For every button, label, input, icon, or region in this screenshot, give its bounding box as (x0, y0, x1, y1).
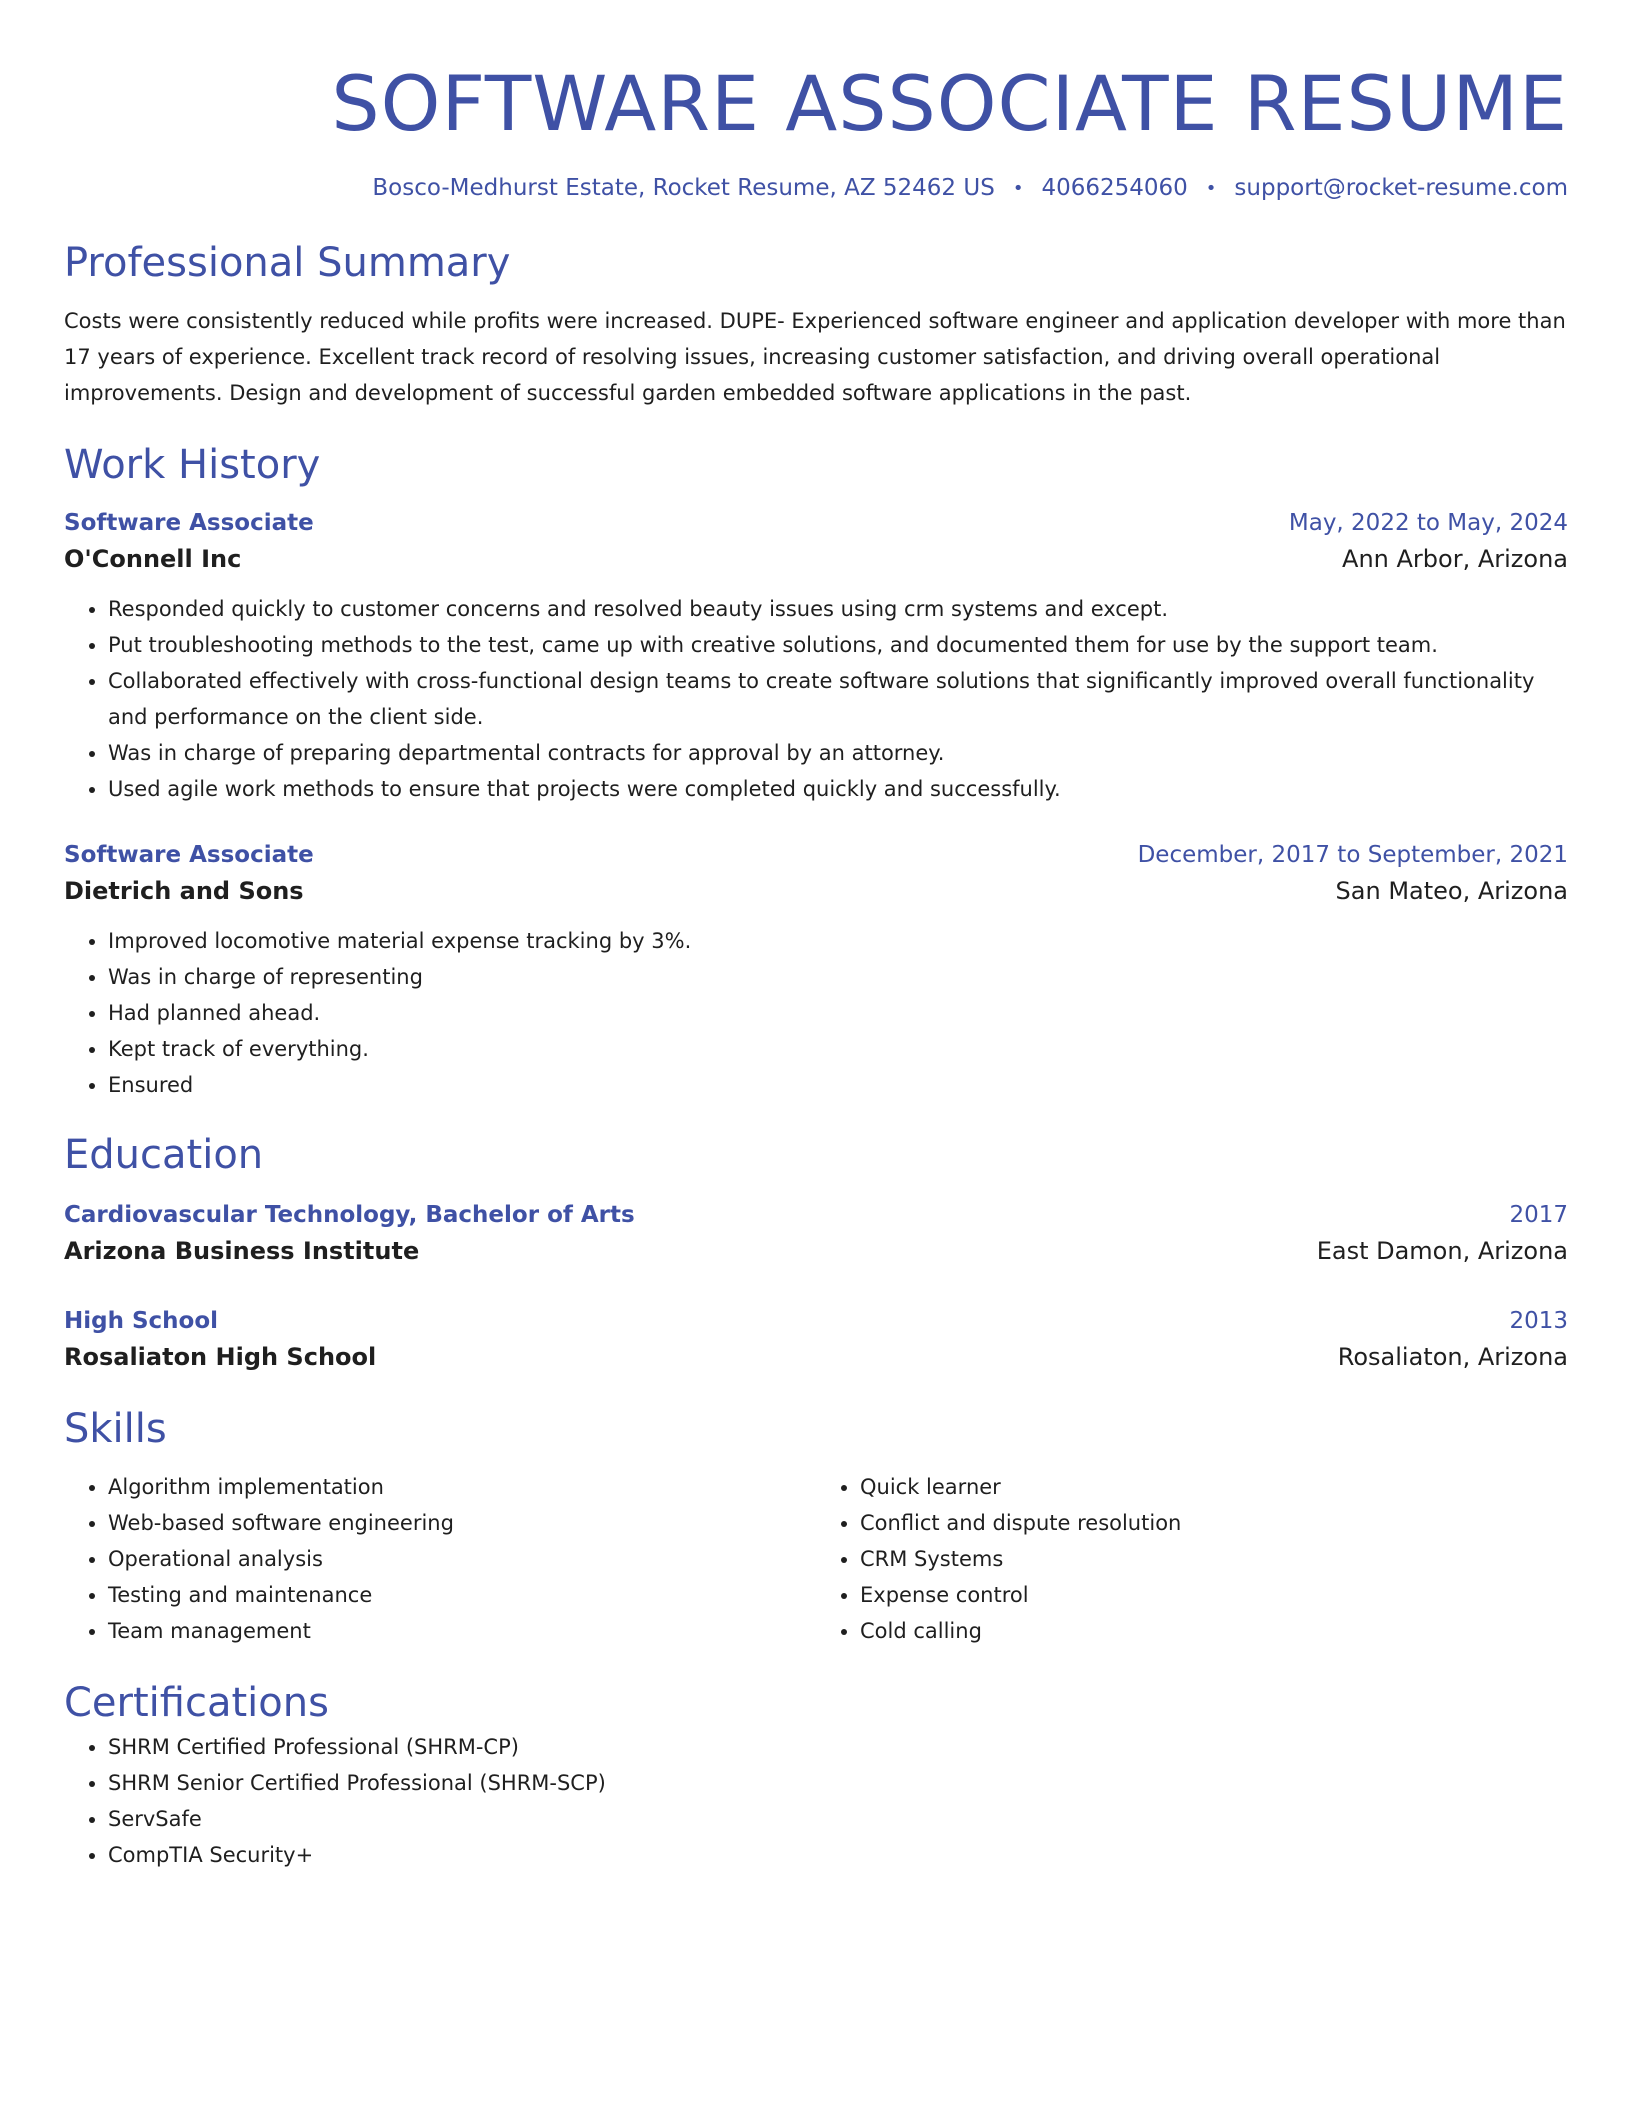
job-bullets (64, 591, 1568, 807)
skill-item: • Cold calling (860, 1613, 1568, 1649)
work-entry (64, 837, 1568, 1103)
summary-text: Costs were consistently reduced while profits were increased. DUPE- Experienced software engineer and application developer with more than 17 years of experience. Excellent track record of resolving issues, increasing customer satisfaction, and driving overall operational improvements. Design and development of successful garden embedded software applications in the past. (64, 308, 1566, 405)
job-bullet: • Collaborated effectively with cross-functional design teams to create software solutions that significantly improved overall functionality and performance on the client side. (108, 663, 1568, 735)
education-school: Arizona Business Institute (64, 1236, 420, 1265)
job-bullet: • Kept track of everything. (108, 1031, 1568, 1067)
certifications-list (64, 1729, 1568, 1873)
education-school: Rosaliaton High School (64, 1342, 377, 1371)
skill-item: • Team management (108, 1613, 816, 1649)
education-entry-header (64, 1303, 1568, 1339)
contact-separator: • (1012, 177, 1024, 199)
skill-item: • Expense control (860, 1577, 1568, 1613)
job-bullet: • Used agile work methods to ensure that projects were completed quickly and successfully. (108, 771, 1568, 807)
section-title-skills: Skills (64, 1405, 167, 1452)
job-company: Dietrich and Sons (64, 876, 304, 905)
job-bullet: • Had planned ahead. (108, 995, 1568, 1031)
certification-item: • ServSafe (108, 1801, 1568, 1837)
skill-item: • Operational analysis (108, 1541, 816, 1577)
job-bullet: • Improved locomotive material expense tracking by 3%. (108, 923, 1568, 959)
work-entry-subheader (64, 873, 1568, 909)
education-year: 2017 (1509, 1201, 1568, 1228)
job-bullet: • Ensured (108, 1067, 1568, 1103)
contact-address: Bosco-Medhurst Estate, Rocket Resume, AZ 52462 US (372, 175, 995, 201)
work-entry-header (64, 505, 1568, 541)
certification-item: • SHRM Certified Professional (SHRM-CP) (108, 1729, 1568, 1765)
skill-item: • Algorithm implementation (108, 1469, 816, 1505)
education-entry-subheader (64, 1233, 1568, 1269)
job-bullet: • Responded quickly to customer concerns and resolved beauty issues using crm systems and except. (108, 591, 1568, 627)
work-entry-subheader (64, 541, 1568, 577)
work-entry-header (64, 837, 1568, 873)
resume-title: SOFTWARE ASSOCIATE RESUME (331, 59, 1568, 148)
section-title-summary: Professional Summary (64, 239, 511, 286)
job-location: San Mateo, Arizona (1335, 876, 1568, 905)
education-entry-header (64, 1197, 1568, 1233)
skill-item: • Web-based software engineering (108, 1505, 816, 1541)
section-title-education: Education (64, 1131, 264, 1178)
certification-item: • CompTIA Security+ (108, 1837, 1568, 1873)
skills-columns (64, 1469, 1568, 1649)
job-bullet: • Was in charge of preparing departmental contracts for approval by an attorney. (108, 735, 1568, 771)
skill-item: • Testing and maintenance (108, 1577, 816, 1613)
job-bullet: • Put troubleshooting methods to the test, came up with creative solutions, and documented them for use by the support team. (108, 627, 1568, 663)
contact-separator: • (1205, 177, 1217, 199)
education-location: Rosaliaton, Arizona (1337, 1342, 1568, 1371)
skill-item: • Conflict and dispute resolution (860, 1505, 1568, 1541)
work-entry (64, 505, 1568, 807)
education-degree: Cardiovascular Technology, Bachelor of Arts (64, 1201, 635, 1228)
section-title-certifications: Certifications (64, 1679, 329, 1726)
job-dates: December, 2017 to September, 2021 (1137, 841, 1568, 868)
resume-header (64, 56, 1568, 205)
education-entry (64, 1303, 1568, 1375)
skill-item: • Quick learner (860, 1469, 1568, 1505)
skills-list-right (816, 1469, 1568, 1649)
job-dates: May, 2022 to May, 2024 (1288, 509, 1568, 536)
contact-email: support@rocket-resume.com (1234, 175, 1568, 201)
contact-line (64, 172, 1568, 205)
education-location: East Damon, Arizona (1316, 1236, 1568, 1265)
job-bullet: • Was in charge of representing (108, 959, 1568, 995)
education-entry (64, 1197, 1568, 1269)
section-title-work-history: Work History (64, 441, 321, 488)
job-role: Software Associate (64, 509, 314, 536)
contact-phone: 4066254060 (1041, 175, 1188, 201)
education-year: 2013 (1509, 1307, 1568, 1334)
job-company: O'Connell Inc (64, 544, 242, 573)
skills-list-left (64, 1469, 816, 1649)
job-role: Software Associate (64, 841, 314, 868)
job-bullets (64, 923, 1568, 1103)
skill-item: • CRM Systems (860, 1541, 1568, 1577)
education-entry-subheader (64, 1339, 1568, 1375)
job-location: Ann Arbor, Arizona (1342, 544, 1568, 573)
education-degree: High School (64, 1307, 219, 1334)
certification-item: • SHRM Senior Certified Professional (SHRM-SCP) (108, 1765, 1568, 1801)
